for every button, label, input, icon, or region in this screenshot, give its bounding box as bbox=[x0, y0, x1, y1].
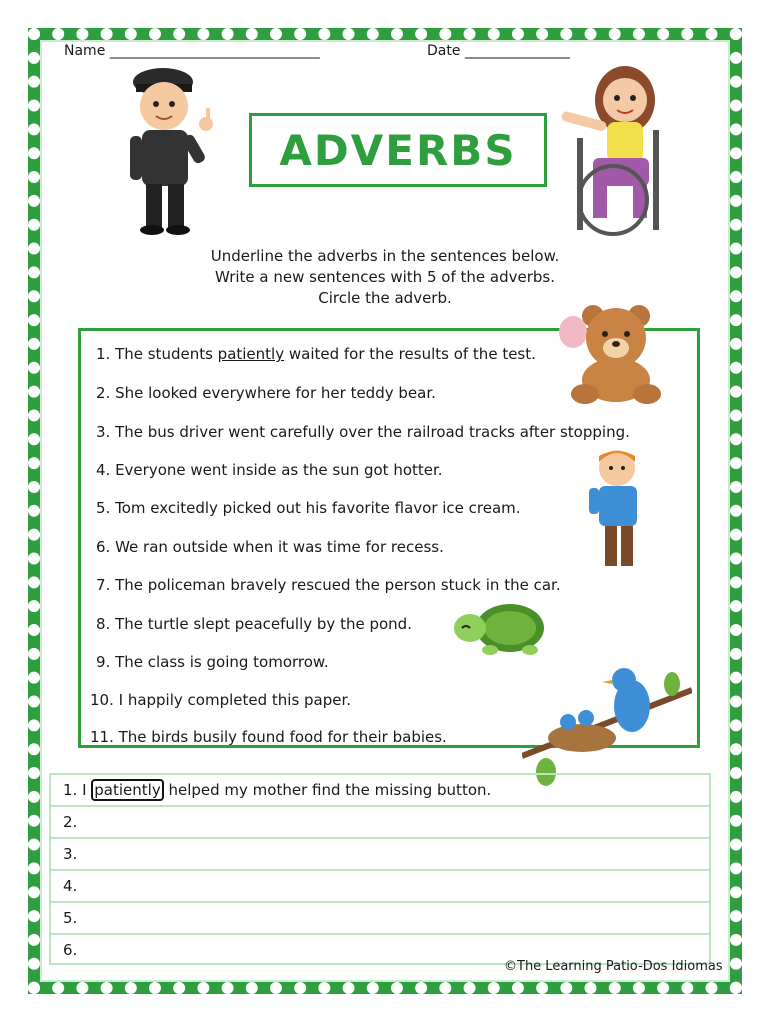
sentence-6[interactable]: 6. We ran outside when it was time for recess. bbox=[96, 538, 444, 556]
sentence-4[interactable]: 4. Everyone went inside as the sun got hotter. bbox=[96, 461, 443, 479]
writing-line[interactable]: 1. I patiently helped my mother find the missing button. bbox=[49, 773, 711, 805]
writing-line[interactable]: 6. bbox=[49, 933, 711, 965]
instruction-line: Underline the adverbs in the sentences below. bbox=[210, 247, 560, 265]
instruction-line: Write a new sentences with 5 of the adverbs. bbox=[215, 268, 555, 286]
sentence-10[interactable]: 10. I happily completed this paper. bbox=[90, 691, 352, 709]
page-title: ADVERBS bbox=[279, 125, 517, 175]
writing-line[interactable]: 4. bbox=[49, 869, 711, 901]
title-box bbox=[249, 113, 547, 187]
writing-line[interactable]: 2. bbox=[49, 805, 711, 837]
girl-in-wheelchair-icon bbox=[553, 60, 683, 240]
sentence-11[interactable]: 11. The birds busily found food for their babies. bbox=[90, 728, 447, 746]
writing-line[interactable]: 5. bbox=[49, 901, 711, 933]
sentence-1[interactable]: 1. The students patiently waited for the results of the test. bbox=[96, 345, 536, 363]
writing-lines bbox=[49, 773, 711, 965]
teddy-bear-icon bbox=[555, 302, 665, 406]
instructions bbox=[150, 246, 620, 309]
turtle-icon bbox=[450, 598, 550, 660]
sentence-5[interactable]: 5. Tom excitedly picked out his favorite flavor ice cream. bbox=[96, 499, 521, 517]
sentence-9[interactable]: 9. The class is going tomorrow. bbox=[96, 653, 329, 671]
sentence-7[interactable]: 7. The policeman bravely rescued the person stuck in the car. bbox=[96, 576, 561, 594]
writing-line[interactable]: 3. bbox=[49, 837, 711, 869]
boy-blue-shirt-icon bbox=[585, 446, 655, 572]
instruction-line: Circle the adverb. bbox=[318, 289, 452, 307]
date-field[interactable]: Date _______________ bbox=[427, 43, 570, 59]
circled-adverb: patiently bbox=[91, 779, 163, 801]
name-field[interactable]: Name ______________________________ bbox=[64, 43, 320, 59]
underlined-adverb: patiently bbox=[217, 345, 285, 363]
copyright-footer: ©The Learning Patio-Dos Idiomas bbox=[504, 959, 723, 974]
sentence-3[interactable]: 3. The bus driver went carefully over the railroad tracks after stopping. bbox=[96, 423, 630, 441]
sentence-2[interactable]: 2. She looked everywhere for her teddy bear. bbox=[96, 384, 436, 402]
birds-nest-icon bbox=[522, 660, 692, 786]
boy-in-hat-icon bbox=[118, 62, 228, 236]
sentence-8[interactable]: 8. The turtle slept peacefully by the pond. bbox=[96, 615, 412, 633]
